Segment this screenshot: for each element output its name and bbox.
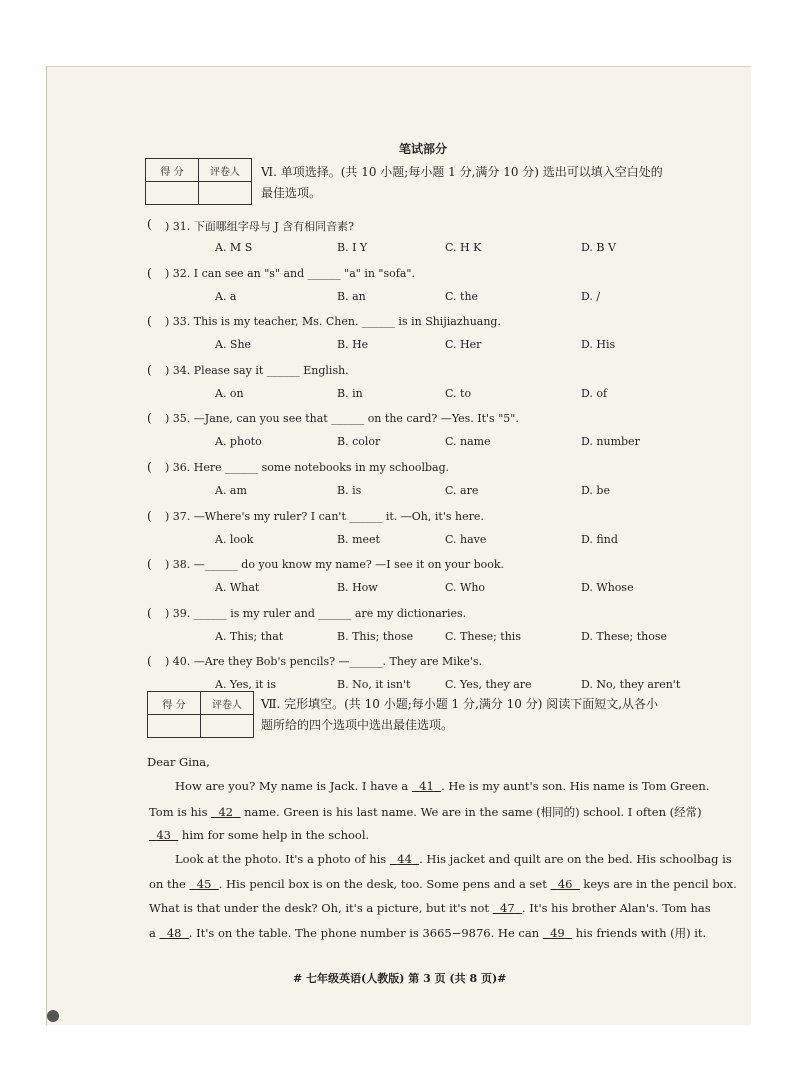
score-label: 得 分 — [148, 692, 201, 715]
blank-number: 44 — [397, 852, 412, 866]
letter-text: Tom is his — [149, 805, 208, 819]
question-35-option-b: B. color — [337, 435, 381, 449]
letter-text: Look at the photo. It's a photo of his — [175, 852, 387, 866]
question-31-stem: ) 31. 下面哪组字母与 J 含有相同音素? — [165, 220, 355, 233]
question-31-option-d: D. B V — [581, 241, 616, 254]
score-cell — [146, 182, 199, 205]
blank-48 — [160, 926, 189, 940]
question-35-option-c: C. name — [445, 435, 491, 449]
letter-text: name. Green is his last name. We are in the same (相同的) school. I often (经常) — [244, 805, 702, 819]
question-37-option-b: B. meet — [337, 532, 380, 546]
letter-line-4 — [175, 852, 732, 866]
blank-number: 46 — [557, 877, 573, 891]
question-31-option-a: A. M S — [215, 241, 253, 254]
blank-number: 48 — [166, 926, 182, 940]
question-33-option-b: B. He — [337, 338, 369, 352]
question-34-stem: ) 34. Please say it ______ English. — [165, 363, 349, 377]
question-35-stem: ) 35. —Jane, can you see that ______ on the card? —Yes. It's "5". — [165, 412, 519, 426]
question-40-option-a: A. Yes, it is — [215, 678, 276, 692]
letter-greeting: Dear Gina, — [147, 755, 210, 769]
blank-49 — [543, 926, 572, 940]
question-31-option-b: B. I Y — [337, 241, 368, 254]
blank-number: 43 — [156, 828, 171, 842]
grader-label: 评卷人 — [199, 159, 252, 182]
question-35-option-d: D. number — [581, 435, 640, 449]
question-33-option-d: D. His — [581, 338, 616, 352]
question-32-option-d: D. / — [581, 289, 601, 303]
question-39-stem: ) 39. ______ is my ruler and ______ are my dictionaries. — [165, 606, 467, 620]
exam-page — [46, 66, 751, 1025]
question-34-option-a: A. on — [215, 386, 244, 400]
question-39-option-a: A. This; that — [215, 629, 284, 643]
answer-paren[interactable]: ( — [147, 508, 152, 523]
question-36-stem: ) 36. Here ______ some notebooks in my schoolbag. — [165, 461, 450, 474]
letter-text: keys are in the pencil box. — [583, 877, 737, 891]
question-38-option-d: D. Whose — [581, 581, 634, 595]
question-32-option-c: C. the — [445, 289, 479, 303]
letter-line-7 — [149, 925, 706, 941]
grader-label: 评卷人 — [201, 692, 254, 715]
grader-cell — [199, 182, 252, 205]
section6-heading-line1: Ⅵ. 单项选择。(共 10 小题;每小题 1 分,满分 10 分) 选出可以填入空白处的 — [261, 165, 663, 179]
blank-41 — [412, 779, 441, 793]
page-footer: # 七年级英语(人教版) 第 3 页 (共 8 页)# — [293, 972, 507, 985]
letter-line-5 — [149, 877, 737, 891]
score-table-7 — [147, 691, 254, 738]
answer-paren[interactable]: ( — [147, 314, 152, 329]
question-37-stem: ) 37. —Where's my ruler? I can't ______ it. —Oh, it's here. — [165, 509, 484, 523]
blank-47 — [493, 901, 522, 915]
question-40-stem: ) 40. —Are they Bob's pencils? —______. They are Mike's. — [165, 655, 483, 669]
question-38-option-a: A. What — [215, 581, 260, 595]
question-33-option-a: A. She — [215, 338, 252, 352]
blank-43 — [149, 828, 178, 842]
answer-paren[interactable]: ( — [147, 217, 152, 231]
letter-text: a — [149, 926, 156, 940]
answer-paren[interactable]: ( — [147, 654, 152, 669]
question-32-option-a: A. a — [215, 289, 237, 303]
letter-line-3 — [149, 828, 369, 842]
question-31-option-c: C. H K — [445, 241, 482, 254]
letter-text: How are you? My name is Jack. I have a — [175, 779, 409, 793]
answer-paren[interactable]: ( — [147, 362, 152, 377]
question-37-option-c: C. have — [445, 532, 487, 546]
letter-text: . His pencil box is on the desk, too. Some pens and a set — [218, 877, 547, 891]
blank-number: 49 — [550, 926, 565, 940]
blank-number: 47 — [500, 901, 515, 915]
question-36-option-d: D. be — [581, 484, 610, 497]
letter-text: on the — [149, 877, 186, 891]
question-38-option-b: B. How — [337, 581, 378, 595]
question-33-stem: ) 33. This is my teacher, Ms. Chen. ______ is in Shijiazhuang. — [165, 315, 501, 329]
letter-line-2 — [149, 804, 702, 820]
section7-heading-line2: 题所给的四个选项中选出最佳选项。 — [261, 718, 454, 732]
question-33-option-c: C. Her — [445, 338, 482, 352]
score-cell — [148, 715, 201, 738]
question-39-option-b: B. This; those — [337, 629, 414, 643]
question-40-option-c: C. Yes, they are — [445, 678, 532, 692]
question-39-option-c: C. These; this — [445, 629, 521, 643]
answer-paren[interactable]: ( — [147, 557, 152, 572]
question-34-option-c: C. to — [445, 386, 472, 400]
question-40-option-b: B. No, it isn't — [337, 678, 411, 692]
letter-text: . He is my aunt's son. His name is Tom Green. — [441, 779, 710, 793]
blank-number: 41 — [419, 779, 434, 793]
question-36-option-b: B. is — [337, 484, 362, 497]
answer-paren[interactable]: ( — [147, 460, 152, 474]
question-34-option-d: D. of — [581, 386, 608, 400]
question-37-option-d: D. find — [581, 532, 618, 546]
question-34-option-b: B. in — [337, 386, 363, 400]
letter-line-6 — [149, 901, 711, 915]
letter-line-1 — [175, 779, 710, 793]
section6-heading-line2: 最佳选项。 — [261, 186, 322, 200]
grader-cell — [201, 715, 254, 738]
question-39-option-d: D. These; those — [581, 629, 667, 643]
letter-text: him for some help in the school. — [181, 828, 370, 842]
blank-45 — [189, 877, 218, 891]
blank-42 — [211, 805, 240, 819]
letter-text: What is that under the desk? Oh, it's a picture, but it's not — [149, 901, 490, 915]
question-36-option-c: C. are — [445, 484, 479, 497]
blank-44 — [390, 852, 419, 866]
question-32-stem: ) 32. I can see an "s" and ______ "a" in "sofa". — [165, 266, 415, 280]
blank-number: 42 — [218, 805, 234, 819]
score-table-6 — [145, 158, 252, 205]
letter-text: . It's his brother Alan's. Tom has — [521, 901, 711, 915]
score-label: 得 分 — [146, 159, 199, 182]
answer-paren[interactable]: ( — [147, 265, 152, 280]
binding-hole-icon — [47, 1010, 59, 1022]
answer-paren[interactable]: ( — [147, 605, 152, 620]
answer-paren[interactable]: ( — [147, 411, 152, 426]
section7-heading-line1: Ⅶ. 完形填空。(共 10 小题;每小题 1 分,满分 10 分) 阅读下面短文,从各小 — [261, 697, 659, 711]
question-37-option-a: A. look — [215, 532, 254, 546]
question-36-option-a: A. am — [215, 484, 247, 497]
question-38-option-c: C. Who — [445, 581, 486, 595]
blank-46 — [551, 877, 580, 891]
question-38-stem: ) 38. —______ do you know my name? —I see it on your book. — [165, 558, 505, 572]
letter-text: . His jacket and quilt are on the bed. His schoolbag is — [419, 852, 732, 866]
letter-text: . It's on the table. The phone number is 3665−9876. He can — [188, 926, 540, 940]
question-40-option-d: D. No, they aren't — [581, 678, 681, 692]
question-32-option-b: B. an — [337, 289, 366, 303]
question-35-option-a: A. photo — [215, 435, 262, 449]
letter-text: his friends with (用) it. — [575, 926, 707, 940]
blank-number: 45 — [196, 877, 212, 891]
section-title: 笔试部分 — [399, 142, 448, 156]
